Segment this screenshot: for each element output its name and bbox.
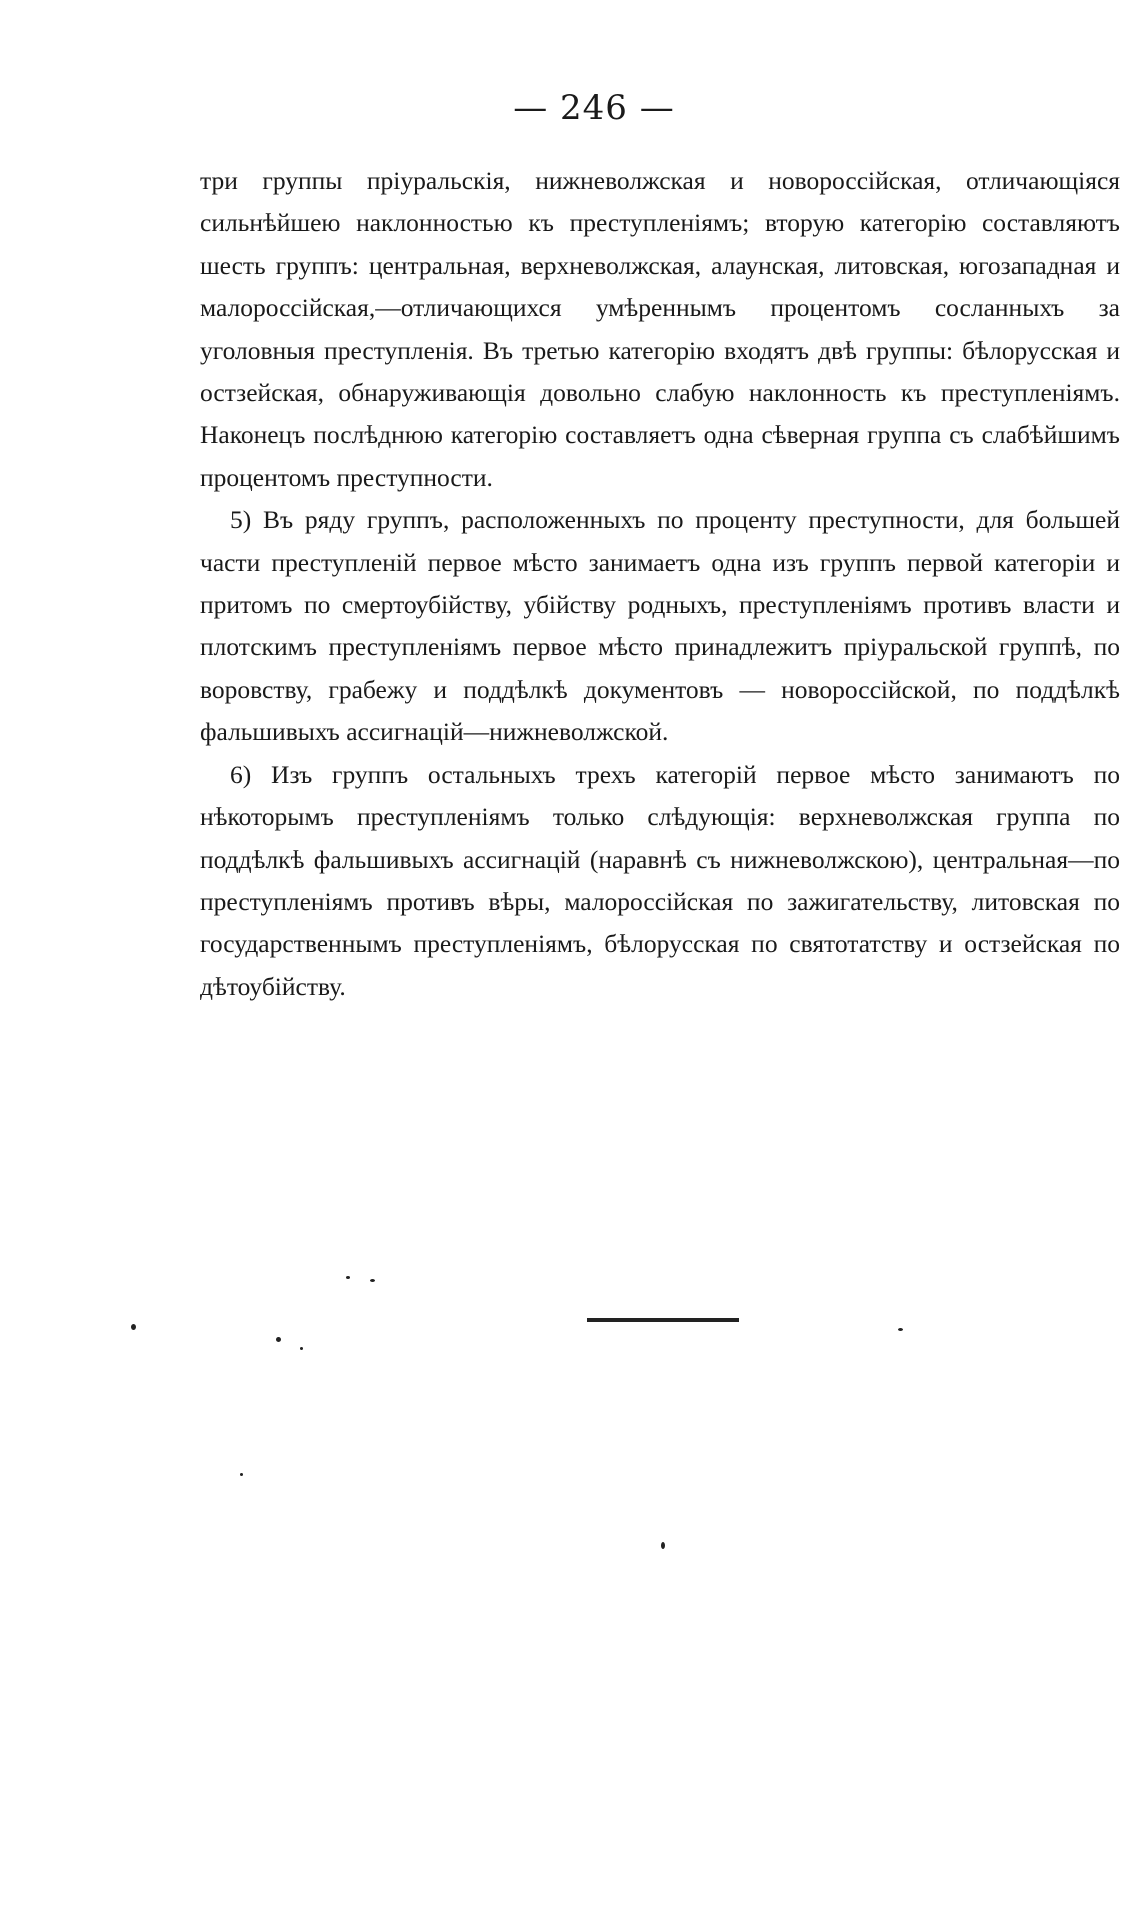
scan-speck [661,1542,665,1549]
scan-speck [300,1347,303,1350]
section-divider [587,1318,739,1322]
body-text [200,160,1120,1008]
paragraph-continuation: три группы пріуральскія, нижневолжская и новороссійская, отличающіяся сильнѣйшею наклонностью къ преступленіямъ; вторую категорію составляютъ шесть группъ: центральная, верхневолжская, алаунская, литовская, югозападная и малороссійская,—отличающихся умѣреннымъ процентомъ сосланныхъ за уголовныя преступленія. Въ третью категорію входятъ двѣ группы: бѣлорусская и остзейская, обнаруживающія довольно слабую наклонность къ преступленіямъ. Наконецъ послѣднюю категорію составляетъ одна сѣверная группа съ слабѣйшимъ процентомъ преступности. [200,166,1120,492]
scan-speck [131,1324,136,1330]
scan-speck [370,1279,375,1282]
scan-speck [240,1473,243,1476]
scan-speck [346,1276,350,1279]
paragraph-point-5: 5) Въ ряду группъ, расположенныхъ по проценту преступности, для большей части преступленій первое мѣсто занимаетъ одна изъ группъ первой категоріи и притомъ по смертоубійству, убійству родныхъ, преступленіямъ противъ власти и плотскимъ преступленіямъ первое мѣсто принадлежитъ пріуральской группѣ, по воровству, грабежу и поддѣлкѣ документовъ — новороссійской, по поддѣлкѣ фальшивыхъ ассигнацій—нижневолжской. [200,505,1120,747]
scan-speck [276,1337,281,1342]
page-number: — 246 — [513,88,675,128]
paragraph-point-6: 6) Изъ группъ остальныхъ трехъ категорій первое мѣсто занимаютъ по нѣкоторымъ преступленіямъ только слѣдующія: верхневолжская группа по поддѣлкѣ фальшивыхъ ассигнацій (наравнѣ съ нижневолжскою), центральная—по преступленіямъ противъ вѣры, малороссійская по зажигательству, литовская по государственнымъ преступленіямъ, бѣлорусская по святотатству и остзейская по дѣтоубійству. [200,759,1120,1001]
scan-speck [898,1328,903,1331]
